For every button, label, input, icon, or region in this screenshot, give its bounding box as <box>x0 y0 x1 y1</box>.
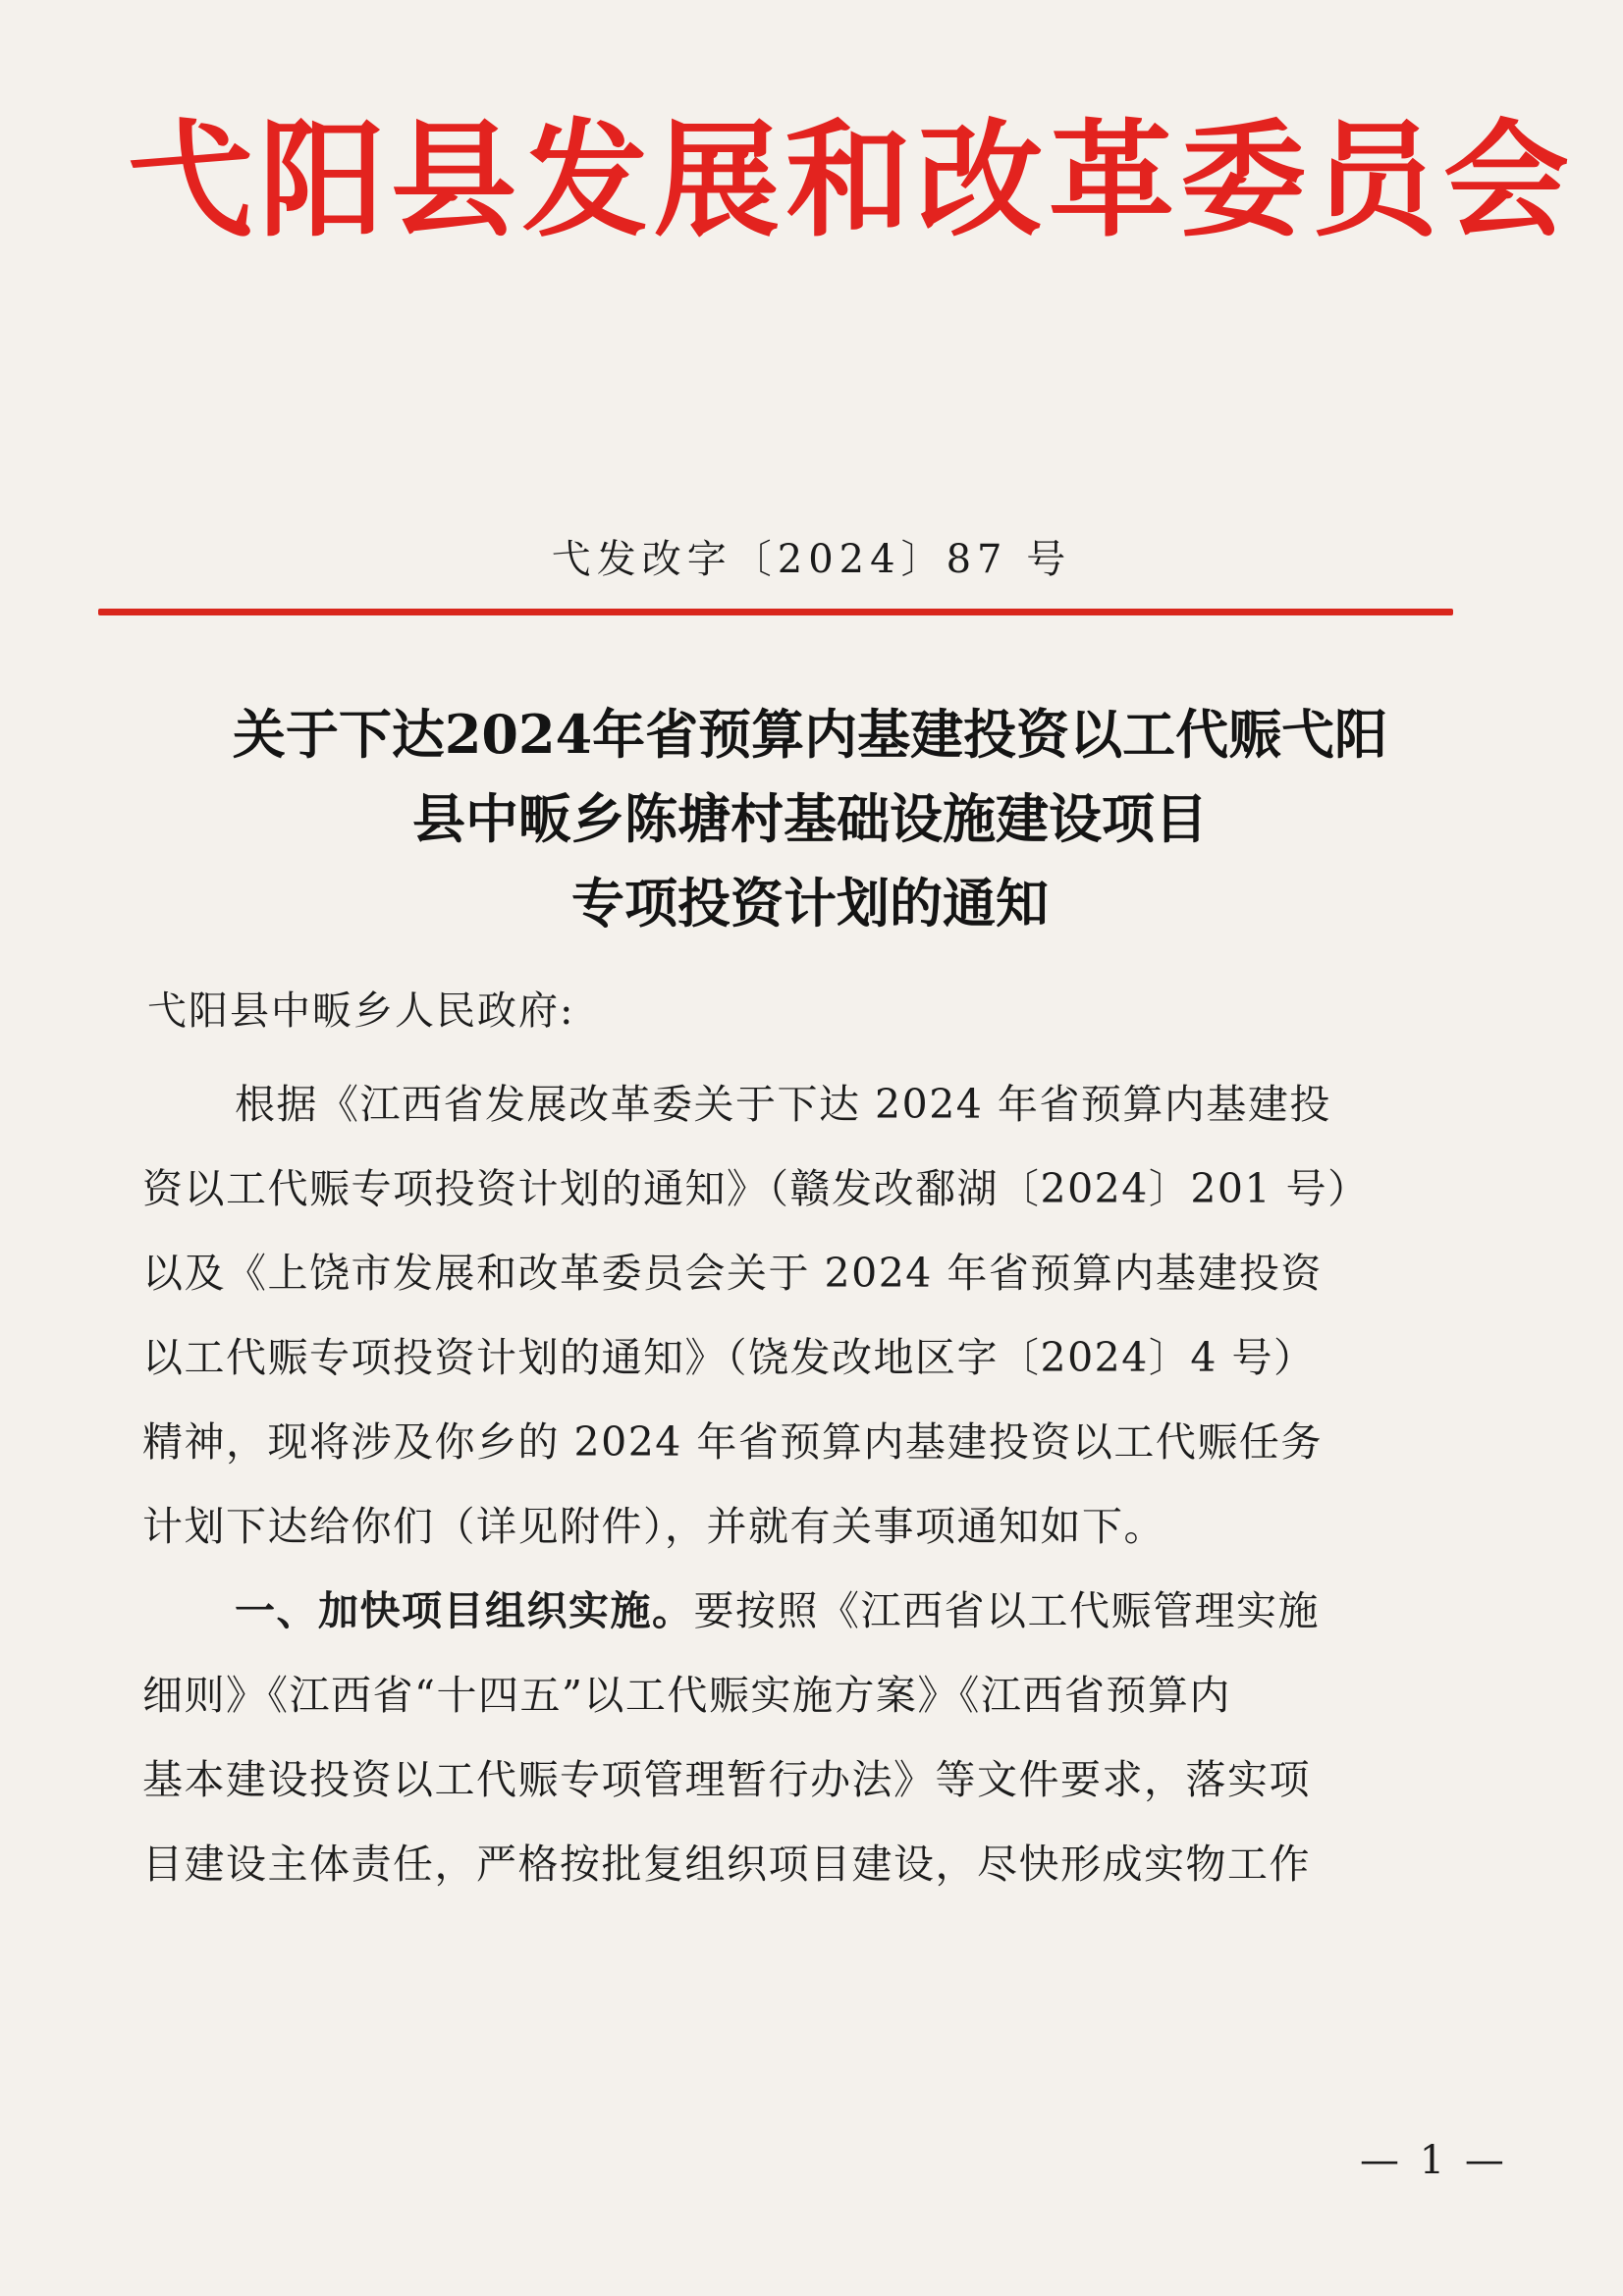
red-divider-line <box>98 609 1453 615</box>
paragraph-1-line-1: 根据《江西省发展改革委关于下达 2024 年省预算内基建投 <box>235 1081 1331 1128</box>
notice-title-line-3: 专项投资计划的通知 <box>571 872 1049 934</box>
paragraph-2-line-1-text: 要按照《江西省以工代赈管理实施 <box>693 1587 1320 1634</box>
body-text <box>142 1062 1488 1906</box>
notice-title <box>118 692 1502 945</box>
paragraph-1-line-5: 精神，现将涉及你乡的 2024 年省预算内基建投资以工代赈任务 <box>142 1418 1323 1466</box>
paragraph-2-line-4: 目建设主体责任，严格按批复组织项目建设，尽快形成实物工作 <box>142 1841 1311 1888</box>
paragraph-2-line-1 <box>142 1569 1488 1653</box>
paragraph-1-line-2: 资以工代赈专项投资计划的通知》（赣发改鄱湖〔2024〕201 号） <box>142 1165 1370 1212</box>
document-number: 弋发改字〔2024〕87 号 <box>551 537 1072 582</box>
notice-title-line-2: 县中畈乡陈塘村基础设施建设项目 <box>412 787 1208 850</box>
paragraph-2-line-3: 基本建设投资以工代赈专项管理暂行办法》等文件要求，落实项 <box>142 1756 1311 1803</box>
paragraph-1-line-6: 计划下达给你们（详见附件），并就有关事项通知如下。 <box>142 1503 1165 1550</box>
paragraph-2-line-2: 细则》《江西省“十四五”以工代赈实施方案》《江西省预算内 <box>142 1672 1231 1719</box>
page-number: — 1 — <box>1360 2138 1508 2183</box>
paragraph-1-line-4: 以工代赈专项投资计划的通知》（饶发改地区字〔2024〕4 号） <box>142 1334 1316 1381</box>
notice-title-line-1: 关于下达2024年省预算内基建投资以工代赈弋阳 <box>232 703 1388 766</box>
paragraph-1-line-3: 以及《上饶市发展和改革委员会关于 2024 年省预算内基建投资 <box>142 1250 1323 1297</box>
agency-title: 弋阳县发展和改革委员会 <box>128 108 1576 254</box>
addressee: 弋阳县中畈乡人民政府: <box>147 988 575 1034</box>
section-heading-1: 一、加快项目组织实施。 <box>235 1587 694 1634</box>
